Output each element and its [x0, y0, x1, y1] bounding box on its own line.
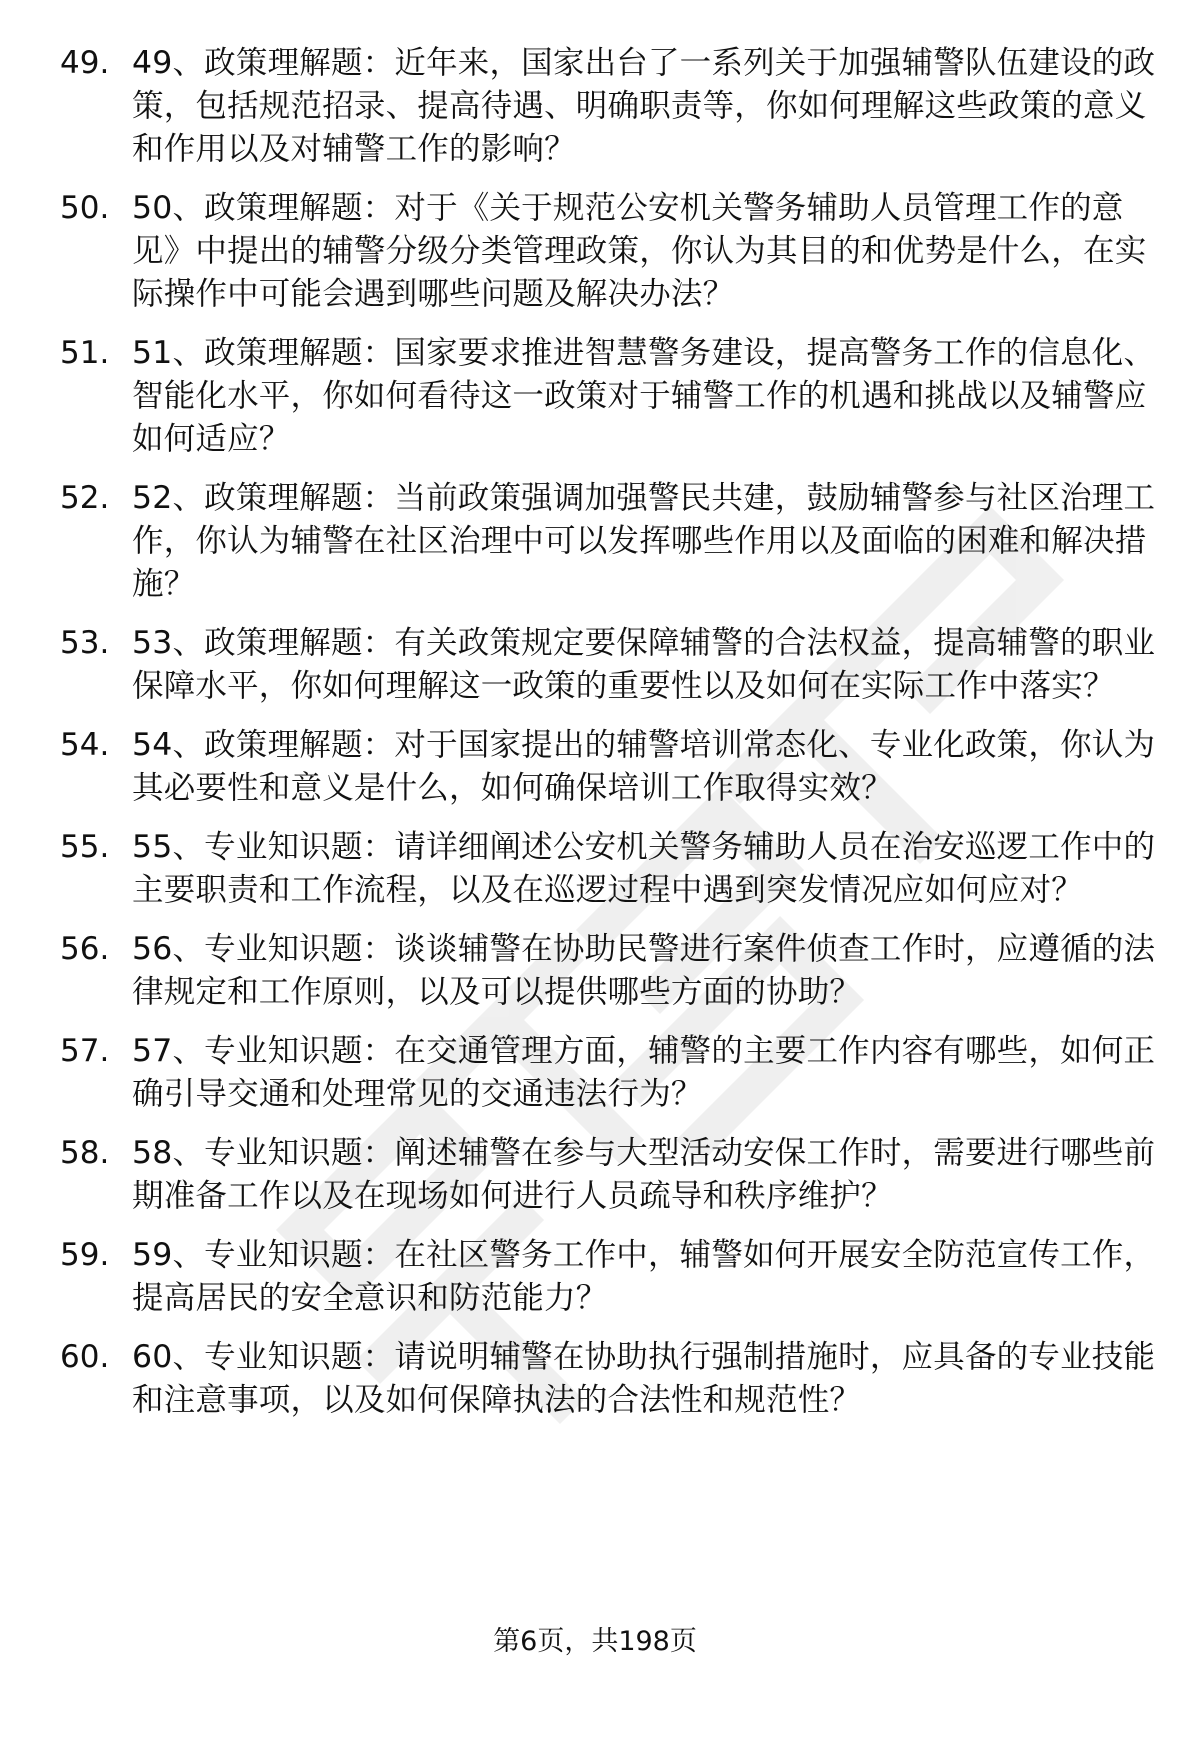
- question-number: 58.: [60, 1135, 110, 1171]
- question-number: 52.: [60, 480, 110, 516]
- question-item: [60, 1030, 1160, 1116]
- question-text: 49、政策理解题：近年来，国家出台了一系列关于加强辅警队伍建设的政策，包括规范招录、提高待遇、明确职责等，你如何理解这些政策的意义和作用以及对辅警工作的影响？: [132, 45, 1156, 167]
- question-item: [60, 724, 1160, 810]
- question-number: 56.: [60, 931, 110, 967]
- question-number: 54.: [60, 727, 110, 763]
- question-item: [60, 477, 1160, 606]
- question-number: 55.: [60, 829, 110, 865]
- question-item: [60, 332, 1160, 461]
- question-item: [60, 1336, 1160, 1422]
- question-item: [60, 187, 1160, 316]
- question-number: 49.: [60, 45, 110, 81]
- question-item: [60, 1234, 1160, 1320]
- question-text: 58、专业知识题：阐述辅警在参与大型活动安保工作时，需要进行哪些前期准备工作以及在现场如何进行人员疏导和秩序维护？: [132, 1135, 1156, 1214]
- question-number: 51.: [60, 335, 110, 371]
- question-number: 59.: [60, 1237, 110, 1273]
- question-text: 53、政策理解题：有关政策规定要保障辅警的合法权益，提高辅警的职业保障水平，你如何理解这一政策的重要性以及如何在实际工作中落实？: [132, 625, 1156, 704]
- question-text: 52、政策理解题：当前政策强调加强警民共建，鼓励辅警参与社区治理工作，你认为辅警在社区治理中可以发挥哪些作用以及面临的困难和解决措施？: [132, 480, 1156, 602]
- question-number: 53.: [60, 625, 110, 661]
- question-number: 57.: [60, 1033, 110, 1069]
- question-text: 60、专业知识题：请说明辅警在协助执行强制措施时，应具备的专业技能和注意事项，以及如何保障执法的合法性和规范性？: [132, 1339, 1156, 1418]
- question-text: 55、专业知识题：请详细阐述公安机关警务辅助人员在治安巡逻工作中的主要职责和工作流程，以及在巡逻过程中遇到突发情况应如何应对？: [132, 829, 1156, 908]
- question-text: 50、政策理解题：对于《关于规范公安机关警务辅助人员管理工作的意见》中提出的辅警分级分类管理政策，你认为其目的和优势是什么，在实际操作中可能会遇到哪些问题及解决办法？: [132, 190, 1147, 312]
- question-item: [60, 928, 1160, 1014]
- question-number: 60.: [60, 1339, 110, 1375]
- question-item: [60, 1132, 1160, 1218]
- question-number: 50.: [60, 190, 110, 226]
- question-text: 54、政策理解题：对于国家提出的辅警培训常态化、专业化政策，你认为其必要性和意义是什么，如何确保培训工作取得实效？: [132, 727, 1156, 806]
- question-list: [60, 42, 1160, 1438]
- question-item: [60, 42, 1160, 171]
- question-text: 57、专业知识题：在交通管理方面，辅警的主要工作内容有哪些，如何正确引导交通和处理常见的交通违法行为？: [132, 1033, 1156, 1112]
- question-item: [60, 622, 1160, 708]
- question-item: [60, 826, 1160, 912]
- question-text: 56、专业知识题：谈谈辅警在协助民警进行案件侦查工作时，应遵循的法律规定和工作原则，以及可以提供哪些方面的协助？: [132, 931, 1156, 1010]
- page-number-footer: 第6页，共198页: [493, 1626, 697, 1657]
- question-text: 59、专业知识题：在社区警务工作中，辅警如何开展安全防范宣传工作，提高居民的安全意识和防范能力？: [132, 1237, 1156, 1316]
- question-text: 51、政策理解题：国家要求推进智慧警务建设，提高警务工作的信息化、智能化水平，你如何看待这一政策对于辅警工作的机遇和挑战以及辅警应如何适应？: [132, 335, 1156, 457]
